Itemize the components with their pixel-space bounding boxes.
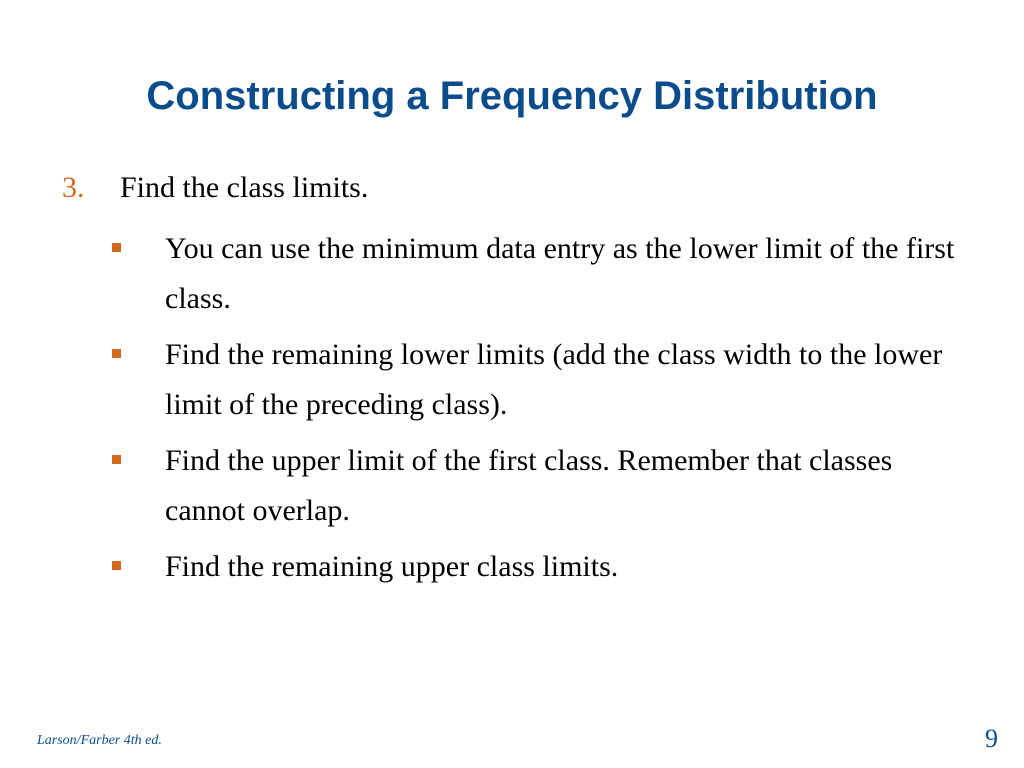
bullet-text: Find the remaining upper class limits. xyxy=(165,550,619,583)
bullet-text: Find the upper limit of the first class. Remember that classes cannot overlap. xyxy=(165,444,893,527)
bullet-item xyxy=(112,436,972,536)
page-number: 9 xyxy=(985,724,998,753)
slide-title: Constructing a Frequency Distribution xyxy=(146,74,878,118)
square-bullet-icon xyxy=(112,561,121,570)
bullet-text: Find the remaining lower limits (add the class width to the lower limit of the preceding class). xyxy=(165,338,943,421)
bullet-item xyxy=(112,542,972,592)
square-bullet-icon xyxy=(112,455,121,464)
step-text: Find the class limits. xyxy=(120,171,369,204)
bullet-item xyxy=(112,224,972,324)
step-number: 3. xyxy=(62,171,85,204)
numbered-step xyxy=(62,168,962,208)
bullet-text: You can use the minimum data entry as the lower limit of the first class. xyxy=(165,232,955,315)
square-bullet-icon xyxy=(112,349,121,358)
bullet-item xyxy=(112,330,972,430)
footer-citation: Larson/Farber 4th ed. xyxy=(37,733,162,748)
bullet-list xyxy=(112,224,972,598)
square-bullet-icon xyxy=(112,243,121,252)
